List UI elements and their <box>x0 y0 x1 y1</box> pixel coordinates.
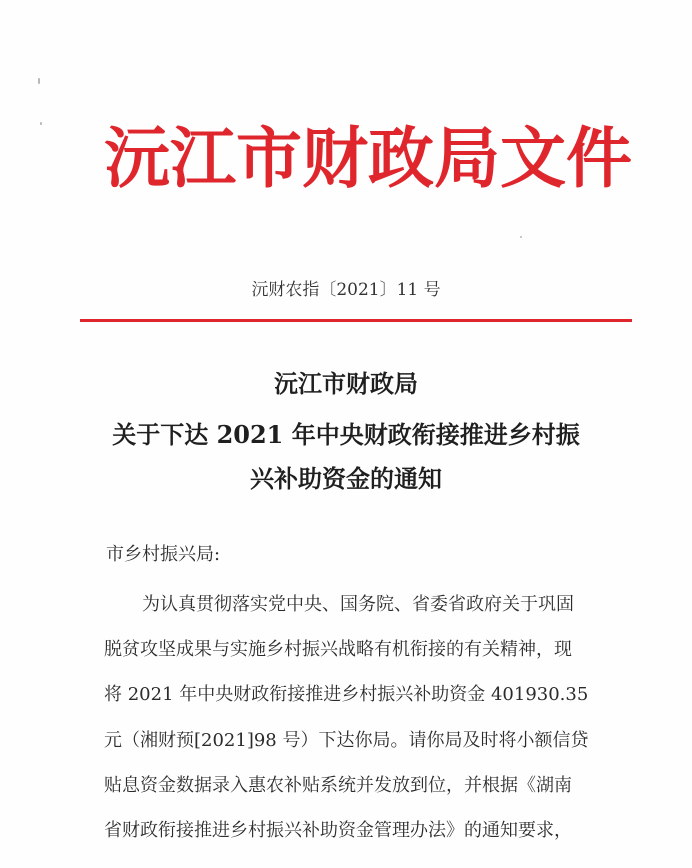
document-title-line-1: 沅江市财政局 <box>274 369 418 398</box>
scan-speck <box>38 78 40 84</box>
scan-speck <box>40 122 42 125</box>
document-number: 沅财农指〔2021〕11 号 <box>251 280 441 300</box>
salutation: 市乡村振兴局: <box>106 544 221 565</box>
document-title-line-2: 关于下达 2021 年中央财政衔接推进乡村振 <box>112 420 580 449</box>
body-text-line: 贴息资金数据录入惠农补贴系统并发放到位，并根据《湖南 <box>104 775 572 796</box>
body-text-line: 为认真贯彻落实党中央、国务院、省委省政府关于巩固 <box>142 594 574 615</box>
document-title-line-3: 兴补助资金的通知 <box>250 464 442 493</box>
scan-speck <box>520 236 522 238</box>
body-text-line: 脱贫攻坚成果与实施乡村振兴战略有机衔接的有关精神，现 <box>104 639 572 660</box>
body-text-line: 省财政衔接推进乡村振兴补助资金管理办法》的通知要求， <box>104 820 572 841</box>
body-text-line: 元（湘财预[2021]98 号）下达你局。请你局及时将小额信贷 <box>104 730 589 751</box>
issuer-header-title: 沅江市财政局文件 <box>104 119 632 197</box>
red-separator-line <box>80 319 632 322</box>
body-text-line: 将 2021 年中央财政衔接推进乡村振兴补助资金 401930.35 <box>104 684 589 705</box>
